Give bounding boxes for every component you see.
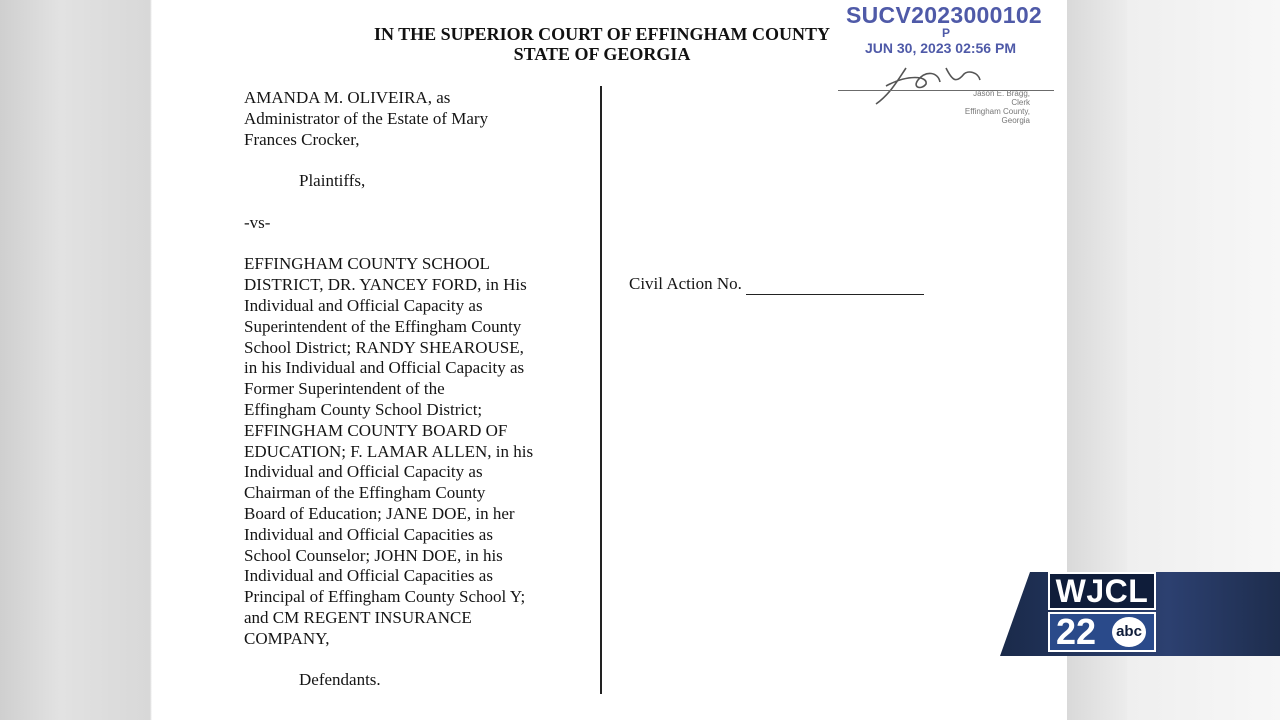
plaintiff-line: Frances Crocker, (244, 129, 360, 149)
defendant-line: Former Superintendent of the (244, 379, 445, 399)
clerk-name-line1: Jason E. Bragg, Clerk (973, 89, 1030, 107)
civil-action-label: Civil Action No. (629, 274, 742, 293)
court-heading-line1: IN THE SUPERIOR COURT OF EFFINGHAM COUNTY (373, 24, 831, 44)
station-logo-bug (1000, 572, 1280, 656)
defendants-label: Defendants. (299, 670, 381, 690)
clerk-name-line2: Effingham County, Georgia (964, 107, 1030, 125)
civil-action-blank (746, 278, 924, 295)
defendant-line: EDUCATION; F. LAMAR ALLEN, in his (244, 441, 534, 461)
defendant-line: Individual and Official Capacity as (244, 295, 483, 315)
defendant-line: Superintendent of the Effingham County (244, 316, 522, 336)
case-number: SUCV2023000102 (846, 2, 1043, 28)
defendant-line: Individual and Official Capacities as (244, 566, 493, 586)
plaintiffs-label: Plaintiffs, (299, 171, 366, 191)
clerk-filing-stamp (838, 0, 1058, 125)
defendant-line: School Counselor; JOHN DOE, in his (244, 545, 503, 565)
versus-label: -vs- (244, 212, 271, 232)
defendant-line: EFFINGHAM COUNTY BOARD OF (244, 420, 508, 440)
defendant-line: Individual and Official Capacity as (244, 462, 483, 482)
caption-divider (600, 86, 602, 694)
clerk-name (958, 89, 1030, 125)
court-heading-line2: STATE OF GEORGIA (513, 44, 691, 64)
channel-number: 22 (1048, 612, 1156, 652)
filed-datetime: JUN 30, 2023 02:56 PM (865, 40, 1016, 56)
case-caption-parties (244, 88, 589, 691)
defendant-line: Individual and Official Capacities as (244, 524, 493, 544)
defendant-line: Principal of Effingham County School Y; (244, 587, 526, 607)
defendant-line: Effingham County School District; (244, 399, 483, 419)
defendant-line: DISTRICT, DR. YANCEY FORD, in His (244, 275, 527, 295)
defendant-line: in his Individual and Official Capacity as (244, 358, 525, 378)
defendant-line: COMPANY, (244, 628, 330, 648)
network-logo-icon: abc (1112, 617, 1146, 647)
defendant-line: School District; RANDY SHEAROUSE, (244, 337, 524, 357)
plaintiff-line: AMANDA M. OLIVEIRA, as (244, 88, 451, 107)
defendant-line: EFFINGHAM COUNTY SCHOOL (244, 254, 490, 274)
defendant-line: and CM REGENT INSURANCE (244, 607, 472, 627)
civil-action-field (629, 274, 924, 295)
stamp-flag: P (942, 26, 951, 40)
station-call-letters: WJCL (1048, 572, 1156, 610)
defendant-line: Chairman of the Effingham County (244, 483, 486, 503)
plaintiff-line: Administrator of the Estate of Mary (244, 108, 489, 128)
defendant-line: Board of Education; JANE DOE, in her (244, 503, 515, 523)
